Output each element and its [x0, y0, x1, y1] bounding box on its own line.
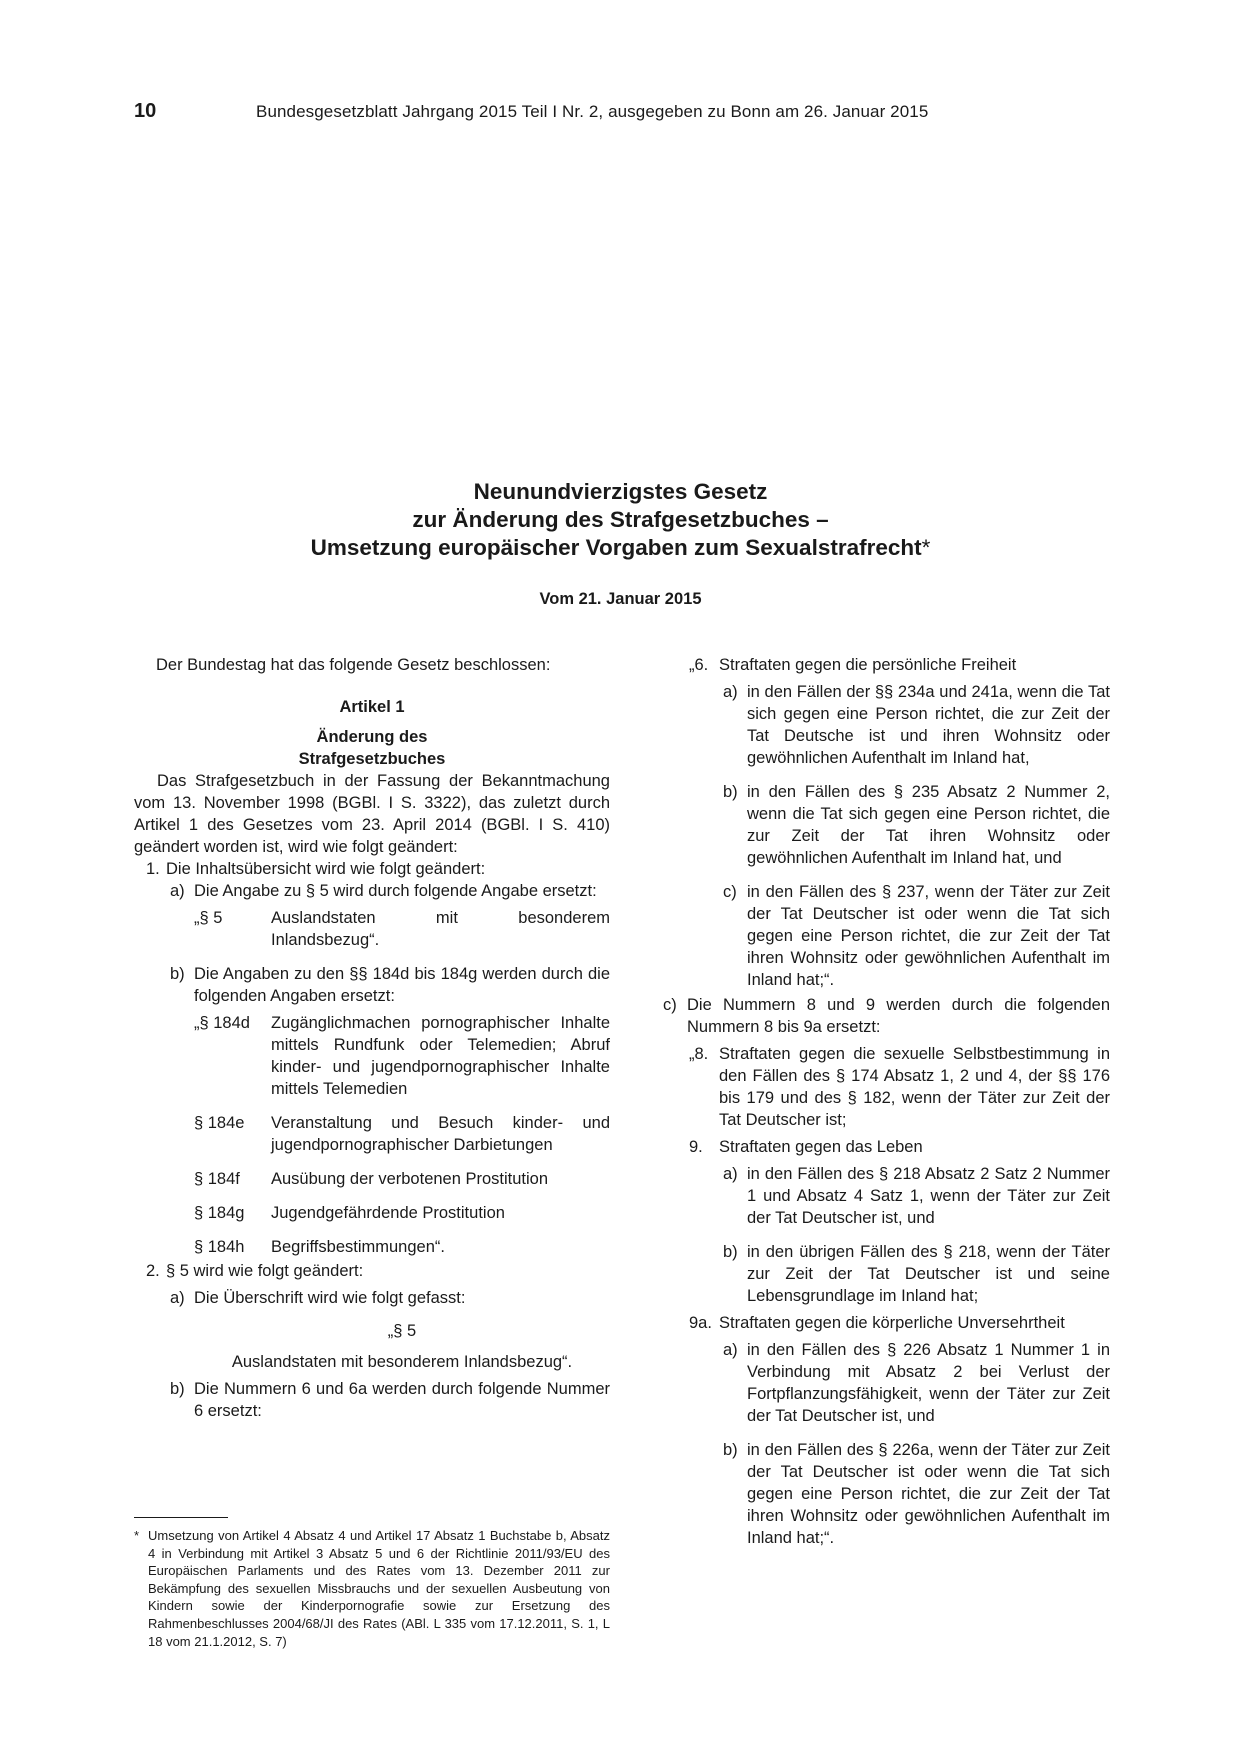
list-item — [723, 1439, 1110, 1549]
list-item — [723, 1163, 1110, 1229]
right-column — [663, 654, 1110, 1549]
enactment-formula: Der Bundestag hat das folgende Gesetz beschlossen: — [156, 656, 551, 674]
toc-entry — [194, 1202, 610, 1224]
list-item — [689, 1043, 1110, 1131]
list-item — [170, 1378, 610, 1422]
item-text: Die Angabe zu § 5 wird durch folgende Angabe ersetzt: — [194, 882, 597, 900]
toc-entry — [194, 907, 610, 951]
list-item — [170, 1287, 610, 1309]
toc-entry — [194, 1012, 610, 1100]
toc-entry-text: Veranstaltung und Besuch kinder- und jugendpornographischer Darbietungen — [271, 1114, 610, 1154]
item-label: „8. — [689, 1045, 709, 1063]
item-text: Straftaten gegen das Leben — [719, 1138, 923, 1156]
item-label: a) — [723, 1165, 738, 1183]
item-text: in den Fällen des § 237, wenn der Täter zur Zeit der Tat Deutscher ist oder wenn die Tat sich gegen eine Person richtet, die zur Zeit der Tat ihren Wohnsitz oder gewöhnlichen Aufenthalt im Inland hat;“. — [747, 883, 1110, 989]
item-text: Die Überschrift wird wie folgt gefasst: — [194, 1289, 466, 1307]
item-text: in den Fällen der §§ 234a und 241a, wenn die Tat sich gegen eine Person richtet, die zur Zeit der Tat Deutsche ist und ihren Wohnsitz oder gewöhnlichen Aufenthalt im Inland hat, — [747, 683, 1110, 767]
list-item — [723, 681, 1110, 769]
item-text: in den Fällen des § 226 Absatz 1 Nummer 1 in Verbindung mit Absatz 2 bei Verlust der Fortpflanzungsfähigkeit, wenn der Täter zur Zeit der Tat Deutscher ist, und — [747, 1341, 1110, 1425]
list-item — [146, 858, 610, 880]
list-item — [689, 1136, 1110, 1158]
law-date: Vom 21. Januar 2015 — [539, 590, 702, 608]
footnote — [134, 1527, 610, 1650]
item-label: c) — [723, 883, 737, 901]
toc-entry-key: „§ 5 — [194, 909, 223, 927]
toc-entry-key: § 184g — [194, 1204, 245, 1222]
title-line-1: Neunundvierzigstes Gesetz — [473, 479, 768, 504]
item-label: b) — [723, 1243, 738, 1261]
title-line-2: zur Änderung des Strafgesetzbuches – — [412, 507, 829, 532]
section-number: „§ 5 — [387, 1322, 417, 1340]
toc-entry-text: Auslandstaten mit besonderem Inlandsbezug“. — [271, 909, 610, 949]
article-intro-paragraph: Das Strafgesetzbuch in der Fassung der Bekanntmachung vom 13. November 1998 (BGBl. I S. 3322), das zuletzt durch Artikel 1 des Gesetzes vom 23. April 2014 (BGBl. I S. 410) geändert worden ist, wird wie folgt geändert: — [134, 772, 610, 856]
item-text: Die Nummern 8 und 9 werden durch die folgenden Nummern 8 bis 9a ersetzt: — [687, 996, 1110, 1036]
list-item — [170, 880, 610, 902]
list-item — [723, 781, 1110, 869]
toc-entry-text: Zugänglichmachen pornographischer Inhalte mittels Rundfunk oder Telemedien; Abruf kinder- und jugendpornographischer Inhalte mittels Telemedien — [271, 1014, 610, 1098]
item-label: b) — [170, 1380, 185, 1398]
item-text: in den Fällen des § 226a, wenn der Täter zur Zeit der Tat Deutscher ist oder wenn die Tat sich gegen eine Person richtet, die zur Zeit der Tat ihren Wohnsitz oder gewöhnlichen Aufenthalt im Inland hat;“. — [747, 1441, 1110, 1547]
list-item — [689, 1312, 1110, 1334]
list-item — [723, 881, 1110, 991]
list-item — [663, 994, 1110, 1038]
item-text: Straftaten gegen die persönliche Freiheit — [719, 656, 1017, 674]
toc-entry-text: Jugendgefährdende Prostitution — [271, 1204, 505, 1222]
item-text: in den übrigen Fällen des § 218, wenn der Täter zur Zeit der Tat Deutscher ist und seine Lebensgrundlage im Inland hat; — [747, 1243, 1110, 1305]
toc-entry-key: § 184h — [194, 1238, 245, 1256]
footnote-divider — [134, 1517, 228, 1518]
item-label: a) — [723, 1341, 738, 1359]
item-text: Straftaten gegen die sexuelle Selbstbestimmung in den Fällen des § 174 Absatz 1, 2 und 4, der §§ 176 bis 179 und des § 182, wenn der Täter zur Zeit der Tat Deutscher ist; — [719, 1045, 1110, 1129]
item-label: c) — [663, 996, 677, 1014]
toc-entry — [194, 1112, 610, 1156]
list-item — [146, 1260, 610, 1282]
toc-entry — [194, 1168, 610, 1190]
section-title: Auslandstaten mit besonderem Inlandsbezug“. — [231, 1353, 573, 1371]
item-label: a) — [170, 1289, 185, 1307]
title-line-3-text: Umsetzung europäischer Vorgaben zum Sexualstrafrecht — [310, 535, 922, 560]
item-label: b) — [723, 783, 738, 801]
article-title-1: Änderung des — [316, 728, 428, 746]
item-label: 9a. — [689, 1314, 712, 1332]
new-section-heading — [194, 1320, 610, 1373]
item-label: b) — [170, 965, 185, 983]
article-heading: Artikel 1 — [339, 698, 405, 716]
item-text: Straftaten gegen die körperliche Unversehrtheit — [719, 1314, 1065, 1332]
item-text: Die Nummern 6 und 6a werden durch folgende Nummer 6 ersetzt: — [194, 1380, 610, 1420]
item-label: a) — [723, 683, 738, 701]
item-text: § 5 wird wie folgt geändert: — [166, 1262, 364, 1280]
article-title-2: Strafgesetzbuches — [298, 750, 446, 768]
item-text: Die Angaben zu den §§ 184d bis 184g werden durch die folgenden Angaben ersetzt: — [194, 965, 610, 1005]
law-title-block — [0, 478, 1241, 609]
item-label: 9. — [689, 1138, 703, 1156]
item-text: in den Fällen des § 235 Absatz 2 Nummer 2, wenn die Tat sich gegen eine Person richtet, die zur Zeit der Tat ihren Wohnsitz oder gewöhnlichen Aufenthalt im Inland hat, und — [747, 783, 1110, 867]
title-line-3 — [0, 534, 1241, 562]
list-item — [170, 963, 610, 1007]
footnote-text: Umsetzung von Artikel 4 Absatz 4 und Artikel 17 Absatz 1 Buchstabe b, Absatz 4 in Verbindung mit Artikel 3 Absatz 5 und 6 der Richtlinie 2011/93/EU des Europäischen Parlaments und des Rates vom 13. Dezember 2011 zur Bekämpfung des sexuellen Missbrauchs und der sexuellen Ausbeutung von Kindern sowie der Kinderpornografie sowie zur Ersetzung des Rahmenbeschlusses 2004/68/JI des Rates (ABl. L 335 vom 17.12.2011, S. 1, L 18 vom 21.1.2012, S. 7) — [148, 1528, 610, 1649]
item-label: „6. — [689, 656, 709, 674]
toc-entry — [194, 1236, 610, 1258]
toc-entry-key: „§ 184d — [194, 1014, 250, 1032]
list-item — [723, 1241, 1110, 1307]
toc-entry-text: Begriffsbestimmungen“. — [271, 1238, 445, 1256]
running-header: Bundesgesetzblatt Jahrgang 2015 Teil I Nr. 2, ausgegeben zu Bonn am 26. Januar 2015 — [256, 102, 929, 121]
item-label: b) — [723, 1441, 738, 1459]
item-text: Die Inhaltsübersicht wird wie folgt geändert: — [166, 860, 486, 878]
toc-entry-text: Ausübung der verbotenen Prostitution — [271, 1170, 549, 1188]
page-number: 10 — [134, 100, 157, 122]
toc-entry-key: § 184e — [194, 1114, 245, 1132]
item-text: in den Fällen des § 218 Absatz 2 Satz 2 Nummer 1 und Absatz 4 Satz 1, wenn der Täter zur Zeit der Tat Deutscher ist, und — [747, 1165, 1110, 1227]
list-item — [723, 1339, 1110, 1427]
toc-entry-key: § 184f — [194, 1170, 240, 1188]
item-label: 1. — [146, 860, 160, 878]
footnote-reference: * — [921, 535, 931, 560]
list-item — [689, 654, 1110, 676]
page-header — [134, 100, 1024, 130]
left-column — [134, 654, 610, 1422]
footnote-mark: * — [134, 1528, 140, 1543]
item-label: a) — [170, 882, 185, 900]
item-label: 2. — [146, 1262, 160, 1280]
